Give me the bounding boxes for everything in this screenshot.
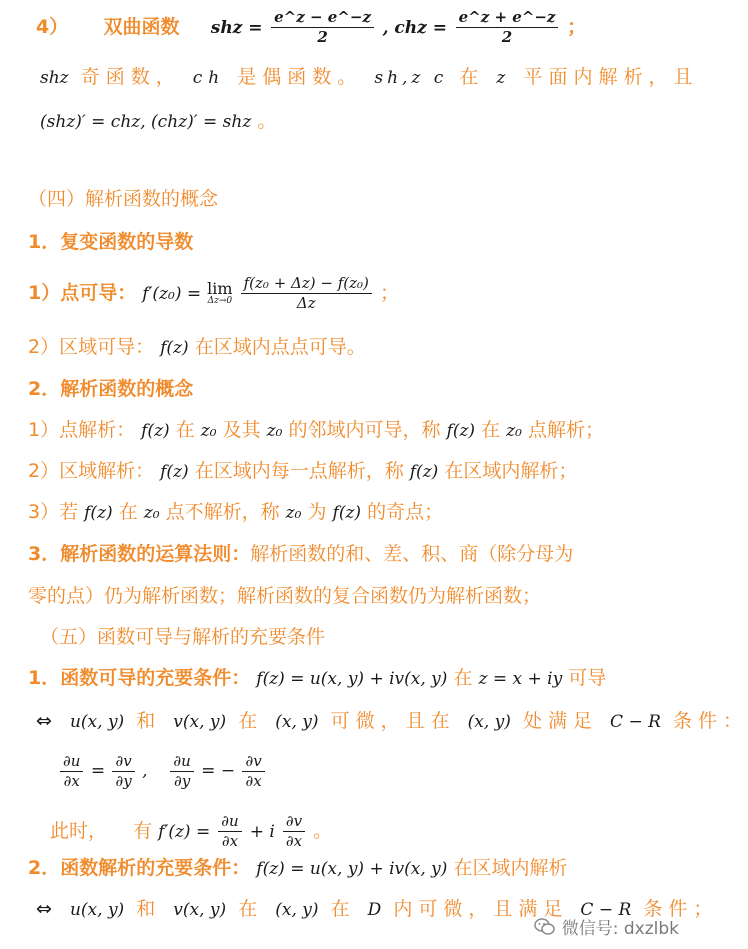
line2-even: 是偶函数。 bbox=[237, 66, 363, 88]
q1-t3: 的邻域内可导，称 bbox=[288, 419, 441, 441]
five-h2: 2．函数解析的充要条件： bbox=[28, 857, 251, 879]
p1-frac bbox=[241, 274, 372, 313]
l8-cond: 条件； bbox=[643, 898, 719, 920]
q1-f: f(z) bbox=[141, 421, 170, 441]
line2-plane: 平面内解析，且 bbox=[523, 66, 699, 88]
q3-z0: z₀ bbox=[143, 503, 160, 523]
cr-d-den: ∂x bbox=[245, 771, 262, 790]
chz-den: 2 bbox=[501, 27, 513, 46]
point-derivative-line bbox=[28, 274, 399, 313]
cr-c-den: ∂y bbox=[173, 771, 191, 790]
line3-end: 。 bbox=[257, 110, 277, 132]
then-f-num: ∂v bbox=[283, 812, 305, 832]
p2-text: 在区域内点点可导。 bbox=[194, 336, 366, 358]
cr-b-num: ∂v bbox=[112, 752, 134, 772]
q1-t1: 在 bbox=[175, 419, 195, 441]
sec4-end: ； bbox=[567, 15, 587, 38]
line2-z: z bbox=[496, 68, 512, 88]
then-plus: + i bbox=[249, 821, 275, 842]
five-h1-math: f(z) = u(x, y) + iv(x, y) bbox=[256, 669, 448, 689]
cr-a-num: ∂u bbox=[60, 752, 83, 772]
line2-in: 在 bbox=[459, 66, 485, 88]
then-e-den: ∂x bbox=[221, 831, 239, 850]
l2-iff: ⇔ bbox=[36, 710, 58, 732]
l2-xy2: (x, y) bbox=[467, 712, 511, 732]
q3-f2: f(z) bbox=[332, 503, 362, 523]
q3-label: 3）若 bbox=[28, 501, 79, 523]
sec4-line3 bbox=[40, 110, 276, 133]
wechat-icon bbox=[534, 918, 556, 936]
l2-cr: C − R bbox=[610, 712, 661, 732]
cr-a bbox=[60, 752, 83, 791]
q3-t2: 点不解析，称 bbox=[165, 501, 280, 523]
then-e bbox=[218, 812, 241, 851]
five-h2-math: f(z) = u(x, y) + iv(x, y) bbox=[256, 859, 448, 879]
point-analytic-line bbox=[28, 419, 604, 442]
five-h2-t: 在区域内解析 bbox=[453, 857, 568, 879]
q2-t1: 在区域内每一点解析，称 bbox=[194, 460, 404, 482]
cr-b-den: ∂y bbox=[115, 771, 132, 790]
line3-math: (shz)′ = chz, (chz)′ = shz bbox=[40, 112, 252, 132]
sec-five-heading: （五）函数可导与解析的充要条件 bbox=[40, 626, 326, 648]
p2-label: 2）区域可导： bbox=[28, 336, 155, 358]
p1-num: f(z₀ + Δz) − f(z₀) bbox=[241, 274, 372, 294]
q1-z0a: z₀ bbox=[200, 421, 217, 441]
p1-lim-sub: Δz→0 bbox=[207, 296, 233, 307]
then-f-den: ∂x bbox=[285, 831, 303, 850]
l2-sat: 处满足 bbox=[522, 710, 598, 732]
line2-odd: 奇函数， bbox=[80, 66, 181, 88]
cr-d-num: ∂v bbox=[242, 752, 264, 772]
l8-D: D bbox=[367, 900, 382, 920]
five-h1-t2: 可导 bbox=[568, 667, 607, 689]
l8-at2: 在 bbox=[330, 898, 356, 920]
h3-text: 解析函数的和、差、积、商（除分母为 bbox=[250, 543, 574, 565]
l2-at: 在 bbox=[238, 710, 264, 732]
q1-t4: 在 bbox=[481, 419, 501, 441]
q3-t3: 为 bbox=[307, 501, 327, 523]
q1-z0b: z₀ bbox=[266, 421, 283, 441]
p1-end: ； bbox=[379, 281, 399, 304]
then-line bbox=[50, 812, 332, 851]
sec4-num: 4） bbox=[36, 15, 69, 38]
line2-shz: shz bbox=[40, 68, 69, 88]
p1-den: Δz bbox=[296, 293, 316, 312]
p1-label: 1）点可导： bbox=[28, 281, 137, 304]
shz-den: 2 bbox=[317, 27, 328, 46]
sec-four-heading: （四）解析函数的概念 bbox=[28, 188, 219, 210]
l8-at: 在 bbox=[238, 898, 264, 920]
p1-lim bbox=[207, 280, 232, 307]
l2-cond: 条件： bbox=[672, 710, 748, 732]
p1-lim-text: lim bbox=[207, 278, 233, 298]
cr-equations bbox=[58, 752, 267, 791]
watermark-text: 微信号: dxzlbk bbox=[561, 919, 679, 939]
q3-f: f(z) bbox=[84, 503, 113, 523]
l8-iff: ⇔ bbox=[36, 898, 58, 920]
sec4-title-line bbox=[36, 8, 586, 47]
q2-t2: 在区域内解析； bbox=[444, 460, 578, 482]
then-lhs: f′(z) = bbox=[158, 821, 211, 842]
line2-ch: ch bbox=[192, 68, 226, 88]
l8-v: v(x, y) bbox=[173, 900, 227, 920]
l8-and: 和 bbox=[136, 898, 162, 920]
q1-t5: 点解析； bbox=[528, 419, 605, 441]
then-t2: 有 bbox=[133, 819, 153, 842]
p1-lhs: f′(z₀) = bbox=[142, 283, 202, 304]
h3-label: 3．解析函数的运算法则： bbox=[28, 543, 251, 565]
cr-c bbox=[170, 752, 193, 791]
wechat-watermark bbox=[534, 914, 679, 939]
sec4-title: 双曲函数 bbox=[103, 15, 180, 38]
then-e-num: ∂u bbox=[218, 812, 241, 832]
iff-line bbox=[36, 710, 748, 733]
cr-a-den: ∂x bbox=[63, 771, 80, 790]
q1-z0c: z₀ bbox=[506, 421, 522, 441]
shz-num: e^z − e^−z bbox=[271, 8, 374, 28]
q1-f2: f(z) bbox=[446, 421, 476, 441]
then-t1: 此时， bbox=[50, 819, 108, 842]
shz-lhs: shz = bbox=[210, 17, 263, 38]
rules-line bbox=[28, 543, 573, 566]
chz-num: e^z + e^−z bbox=[456, 8, 559, 28]
region-derivative-line bbox=[28, 336, 366, 359]
five-h1-math2: z = x + iy bbox=[478, 669, 563, 689]
sec4-line2 bbox=[40, 66, 698, 89]
rules-line2: 零的点）仍为解析函数；解析函数的复合函数仍为解析函数； bbox=[28, 585, 542, 607]
l2-xy: (x, y) bbox=[275, 712, 319, 732]
line2-shz2: sh,z c bbox=[374, 68, 448, 88]
cr-d bbox=[242, 752, 264, 791]
l8-cr: C − R bbox=[580, 900, 632, 920]
l8-xy: (x, y) bbox=[275, 900, 319, 920]
l2-v: v(x, y) bbox=[173, 712, 227, 732]
cr-b bbox=[112, 752, 134, 791]
chz-lhs: , chz = bbox=[382, 17, 447, 38]
cr-sep: , bbox=[142, 760, 148, 781]
l8-u: u(x, y) bbox=[69, 900, 125, 920]
chz-frac bbox=[456, 8, 559, 47]
l2-diff: 可微，且在 bbox=[330, 710, 456, 732]
shz-frac bbox=[271, 8, 374, 47]
differentiable-line bbox=[28, 667, 606, 690]
q1-t2: 及其 bbox=[222, 419, 261, 441]
l8-t: 内可微，且满足 bbox=[393, 898, 569, 920]
l2-and: 和 bbox=[136, 710, 162, 732]
cr-eq1: = bbox=[90, 760, 106, 781]
cr-c-num: ∂u bbox=[170, 752, 193, 772]
sec-four-h1: 1．复变函数的导数 bbox=[28, 231, 194, 253]
q3-t4: 的奇点； bbox=[367, 501, 444, 523]
five-h1: 1．函数可导的充要条件： bbox=[28, 667, 251, 689]
q3-z0b: z₀ bbox=[285, 503, 302, 523]
five-h1-t1: 在 bbox=[453, 667, 473, 689]
q3-t1: 在 bbox=[118, 501, 138, 523]
q2-label: 2）区域解析： bbox=[28, 460, 155, 482]
singular-point-line bbox=[28, 501, 443, 524]
then-end: 。 bbox=[313, 819, 333, 842]
cr-eq2: = − bbox=[201, 760, 236, 781]
region-analytic-line bbox=[28, 460, 577, 483]
then-f bbox=[283, 812, 305, 851]
sec-four-h2: 2．解析函数的概念 bbox=[28, 378, 194, 400]
analytic-condition-line bbox=[28, 857, 567, 880]
q1-label: 1）点解析： bbox=[28, 419, 136, 441]
p2-math: f(z) bbox=[160, 338, 189, 358]
q2-f2: f(z) bbox=[409, 462, 439, 482]
q2-f: f(z) bbox=[160, 462, 189, 482]
l2-u: u(x, y) bbox=[69, 712, 125, 732]
